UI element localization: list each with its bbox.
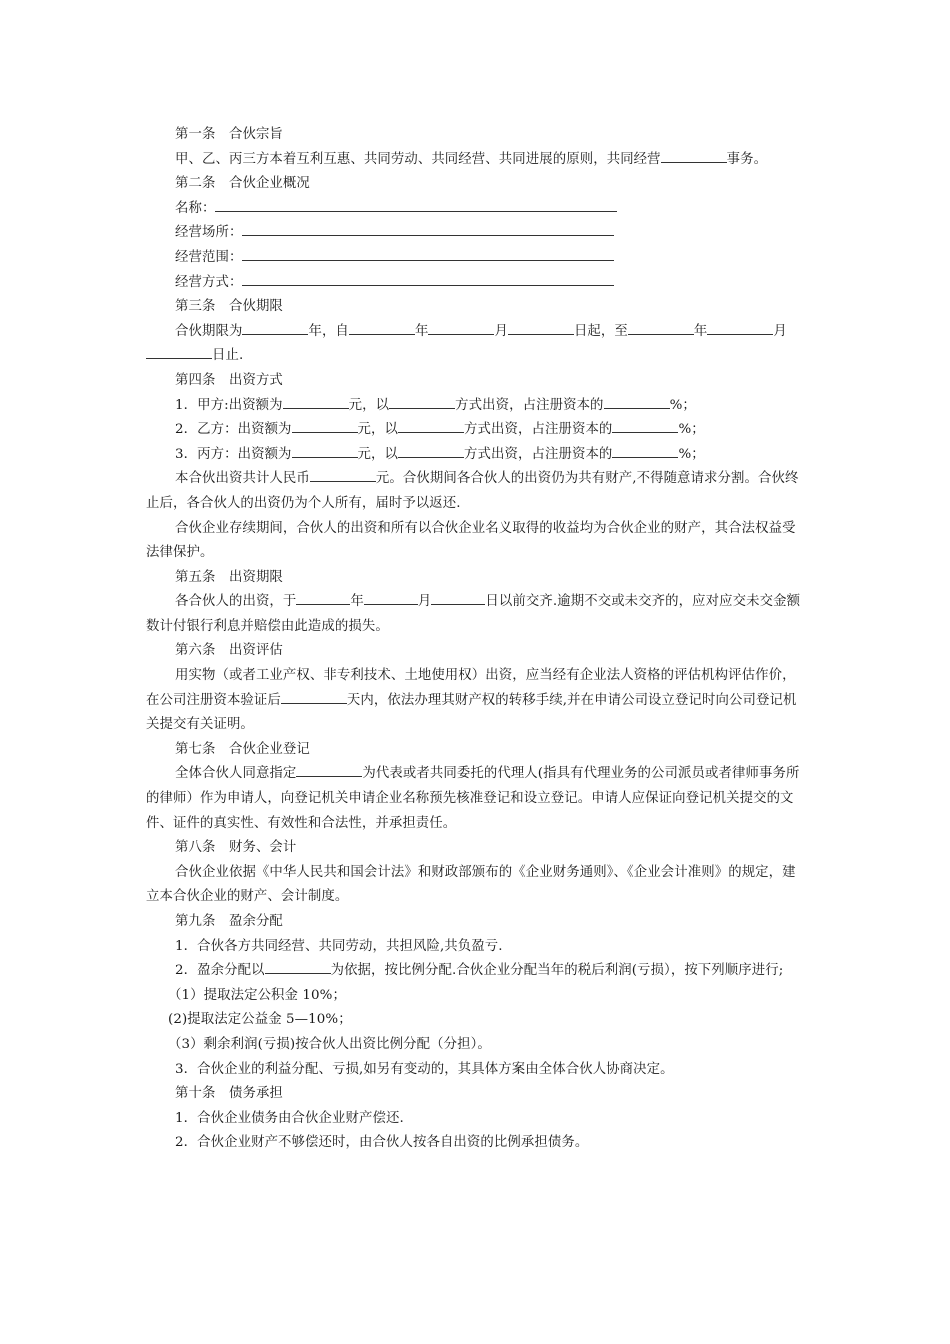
text-segment: 各合伙人的出资，于	[175, 594, 297, 610]
document-body	[146, 123, 804, 1156]
text-segment: 3．丙方：出资额为	[175, 446, 292, 462]
article-4-paragraph-2: 合伙企业存续期间，合伙人的出资和所有以合伙企业名义取得的收益均为合伙企业的财产，其合法权益受法律保护。	[146, 520, 796, 561]
article-10-heading: 第十条 债务承担	[175, 1086, 283, 1102]
field-label: 经营范围：	[175, 249, 243, 265]
field-label: 经营场所：	[175, 225, 243, 241]
text-segment: 合伙期限为	[175, 323, 243, 339]
article-9-subitem-2: (2)提取法定公益金 5—10%；	[168, 1012, 352, 1028]
text-segment: 日止.	[212, 348, 244, 364]
blank-line	[146, 344, 212, 359]
article-4-item-1	[146, 394, 804, 419]
text-segment: 元，以	[348, 397, 390, 413]
field-scope	[146, 246, 804, 271]
blank-line	[296, 590, 350, 605]
blank-line	[508, 320, 574, 335]
text-segment: 1．甲方:出资额为	[175, 397, 283, 413]
blank-line	[398, 443, 464, 458]
blank-line	[661, 148, 727, 163]
blank-line	[242, 271, 614, 286]
text-segment: 年	[693, 323, 708, 339]
text-segment: 元，以	[357, 446, 399, 462]
text-segment: 用实物（或者工业产权、非专利技术、土地使用权）出资，应当经有企业法人资格的评估机构评估作价，在公司注册资本验证后	[146, 668, 796, 708]
article-4-item-3	[146, 443, 804, 468]
blank-line	[628, 320, 694, 335]
blank-line	[292, 443, 358, 458]
article-4-item-2	[146, 418, 804, 443]
article-3-heading: 第三条 合伙期限	[175, 299, 283, 315]
text-segment: 2．盈余分配以	[175, 963, 265, 979]
article-1-heading: 第一条 合伙宗旨	[175, 127, 283, 142]
article-6-heading: 第六条 出资评估	[175, 643, 283, 659]
text-segment: 年	[350, 594, 364, 610]
text-segment: 年	[414, 323, 429, 339]
article-4-total	[146, 467, 804, 516]
blank-line	[431, 590, 485, 605]
blank-line	[612, 418, 678, 433]
article-9-heading: 第九条 盈余分配	[175, 914, 283, 929]
text-segment: 天内，依法办理其财产权的转移手续,并在申请公司设立登记时向公司登记机关提交有关证明。	[146, 692, 797, 733]
field-mode	[146, 271, 804, 296]
text-segment: 为代表或者共同委托的代理人(指具有代理业务的公司派员或者律师事务所的律师）作为申请人，向登记机关申请企业名称预先核准登记和设立登记。申请人应保证向登记机关提交的文件、证件的真实性、有效性和合法性，并承担责任。	[146, 766, 800, 831]
text-segment: 甲、乙、丙三方本着互利互惠、共同劳动、共同经营、共同进展的原则，共同经营	[175, 151, 661, 167]
blank-line	[242, 320, 308, 335]
blank-line	[364, 590, 418, 605]
article-6-paragraph	[146, 664, 804, 738]
article-8-heading: 第八条 财务、会计	[175, 840, 297, 856]
field-label: 名称：	[175, 200, 216, 216]
text-segment: 年，自	[308, 323, 349, 339]
article-9-subitem-3: （3）剩余利润(亏损)按合伙人出资比例分配（分担）。	[168, 1036, 491, 1052]
blank-line	[292, 418, 358, 433]
text-segment: 元。合伙期间各合伙人的出资仍为共有财产,不得随意请求分割。合伙终止后，各合伙人的出资仍为个人所有，届时予以返还.	[146, 471, 799, 511]
article-9-item-3: 3．合伙企业的利益分配、亏损,如另有变动的，其具体方案由全体合伙人协商决定。	[175, 1061, 674, 1077]
article-4-heading: 第四条 出资方式	[175, 372, 283, 388]
text-segment: %；	[678, 422, 705, 438]
text-segment: 全体合伙人同意指定	[175, 766, 297, 782]
text-segment: 元，以	[357, 422, 399, 438]
text-segment: %；	[669, 397, 696, 413]
blank-line	[310, 467, 376, 482]
text-segment: 2．乙方：出资额为	[175, 422, 292, 438]
blank-line	[296, 762, 362, 777]
text-segment: 方式出资，占注册资本的	[464, 446, 613, 462]
article-10-item-2: 2．合伙企业财产不够偿还时，由合伙人按各自出资的比例承担债务。	[175, 1135, 589, 1151]
blank-line	[398, 418, 464, 433]
text-segment: 方式出资，占注册资本的	[455, 397, 604, 413]
article-7-paragraph	[146, 762, 804, 836]
field-label: 经营方式：	[175, 274, 243, 290]
blank-line	[281, 689, 347, 704]
article-1-paragraph	[146, 148, 804, 173]
blank-line	[242, 246, 614, 261]
article-3-paragraph	[146, 320, 804, 369]
article-8-paragraph: 合伙企业依据《中华人民共和国会计法》和财政部颁布的《企业财务通则》、《企业会计准则》的规定，建立本合伙企业的财产、会计制度。	[146, 864, 796, 905]
text-segment: 事务。	[726, 151, 768, 167]
blank-line	[428, 320, 494, 335]
field-place	[146, 221, 804, 246]
blank-line	[707, 320, 773, 335]
blank-line	[242, 221, 614, 236]
article-7-heading: 第七条 合伙企业登记	[175, 741, 310, 757]
text-segment: 月	[494, 323, 508, 339]
blank-line	[612, 443, 678, 458]
text-segment: 本合伙出资共计人民币	[175, 471, 310, 487]
blank-line	[349, 320, 415, 335]
text-segment: 日以前交齐.逾期不交或未交齐的，应对应交未交金额数计付银行利息并赔偿由此造成的损失。	[146, 594, 801, 634]
article-9-item-2	[146, 959, 804, 984]
text-segment: 日起，至	[573, 323, 628, 339]
blank-line	[604, 394, 670, 409]
field-name	[146, 197, 804, 222]
article-10-item-1: 1．合伙企业债务由合伙企业财产偿还.	[175, 1110, 404, 1126]
article-5-paragraph	[146, 590, 804, 639]
blank-line	[389, 394, 455, 409]
text-segment: 为依据，按比例分配.合伙企业分配当年的税后利润(亏损），按下列顺序进行;	[330, 963, 784, 979]
blank-line	[215, 197, 617, 212]
article-9-subitem-1: （1）提取法定公积金 10%；	[168, 987, 346, 1003]
blank-line	[283, 394, 349, 409]
article-5-heading: 第五条 出资期限	[175, 569, 283, 585]
article-2-heading: 第二条 合伙企业概况	[175, 176, 310, 192]
text-segment: 月	[417, 594, 432, 610]
blank-line	[265, 959, 331, 974]
text-segment: 月	[773, 323, 787, 339]
text-segment: 方式出资，占注册资本的	[464, 422, 613, 438]
article-9-item-1: 1．合伙各方共同经营、共同劳动，共担风险,共负盈亏.	[175, 938, 503, 954]
text-segment: %；	[678, 446, 705, 462]
